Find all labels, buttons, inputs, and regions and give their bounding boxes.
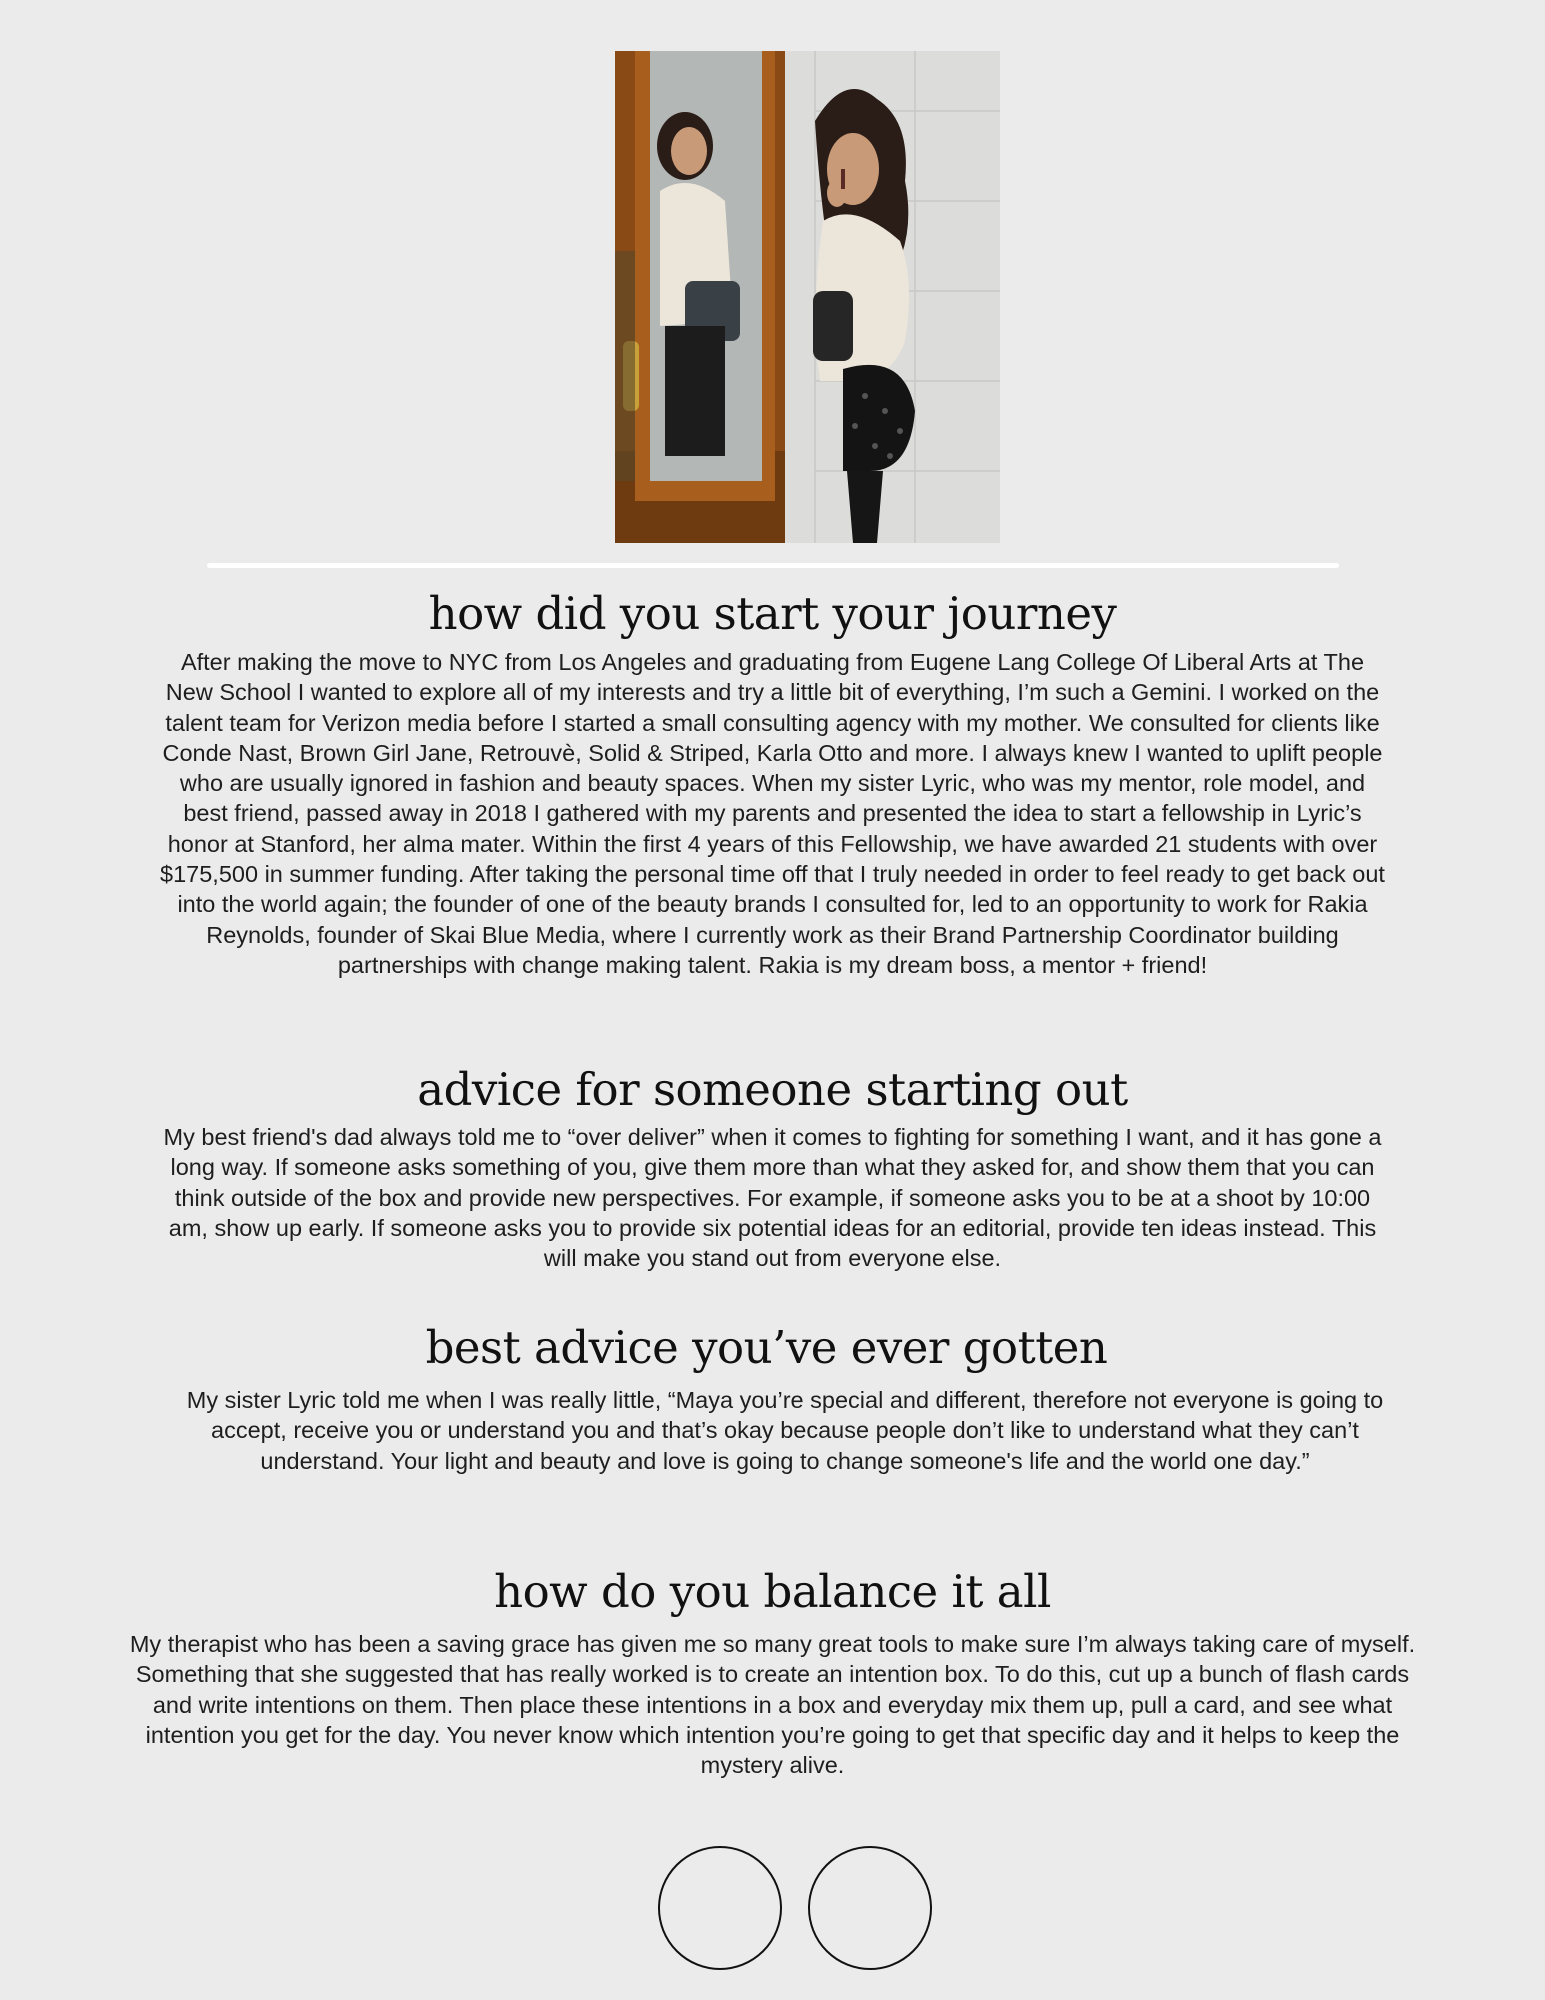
circle-outline-icon[interactable] [808, 1846, 932, 1970]
section-body: After making the move to NYC from Los Angeles and graduating from Eugene Lang College Of Liberal Arts at The New School I wanted to explore all of my interests and try a little bit of everything, I’m such a Gemini. I worked on the talent team for Verizon media before I started a small consulting agency with my mother. We consulted for clients like Conde Nast, Brown Girl Jane, Retrouvè, Solid & Striped, Karla Otto and more. I always knew I wanted to uplift people who are usually ignored in fashion and beauty spaces. When my sister Lyric, who was my mentor, role model, and best friend, passed away in 2018 I gathered with my parents and presented the idea to start a fellowship in Lyric’s honor at Stanford, her alma mater. Within the first 4 years of this Fellowship, we have awarded 21 students with over $175,500 in summer funding. After taking the personal time off that I truly needed in order to feel ready to get back out into the world again; the founder of one of the beauty brands I consulted for, led to an opportunity to work for Rakia Reynolds, founder of Skai Blue Media, where I currently work as their Brand Partnership Coordinator building partnerships with change making talent. Rakia is my dream boss, a mentor + friend! [160, 649, 1385, 978]
section-body: My therapist who has been a saving grace has given me so many great tools to make sure I’m always taking care of myself. Something that she suggested that has really worked is to create an intention box. To do this, cut up a bunch of flash cards and write intentions on them. Then place these intentions in a box and everyday mix them up, pull a card, and see what intention you get for the day. You never know which intention you’re going to get that specific day and it helps to keep the mystery alive. [129, 1631, 1416, 1779]
section-heading: how did you start your journey [428, 587, 1117, 640]
section-body: My sister Lyric told me when I was really little, “Maya you’re special and different, therefore not everyone is going to accept, receive you or understand you and that’s okay because people don’t like to understand what they can’t understand. Your light and beauty and love is going to change someone's life and the world one day.” [186, 1387, 1384, 1474]
section-body: My best friend's dad always told me to “over deliver” when it comes to fighting for something I want, and it has gone a long way. If someone asks something of you, give them more than what they asked for, and show them that you can think outside of the box and provide new perspectives. For example, if someone asks you to be at a shoot by 10:00 am, show up early. If someone asks you to provide six potential ideas for an editorial, provide ten ideas instead. This will make you stand out from everyone else. [163, 1124, 1382, 1272]
section-start-journey [0, 586, 1545, 980]
section-heading: how do you balance it all [494, 1565, 1051, 1618]
section-heading: advice for someone starting out [417, 1063, 1128, 1116]
section-heading: best advice you’ve ever gotten [425, 1321, 1108, 1374]
section-advice-starting-out [0, 1062, 1545, 1273]
section-best-advice [0, 1320, 1545, 1476]
portrait-photo [615, 51, 1000, 543]
circle-outline-icon[interactable] [658, 1846, 782, 1970]
section-balance [0, 1564, 1545, 1780]
divider-line [207, 563, 1339, 568]
